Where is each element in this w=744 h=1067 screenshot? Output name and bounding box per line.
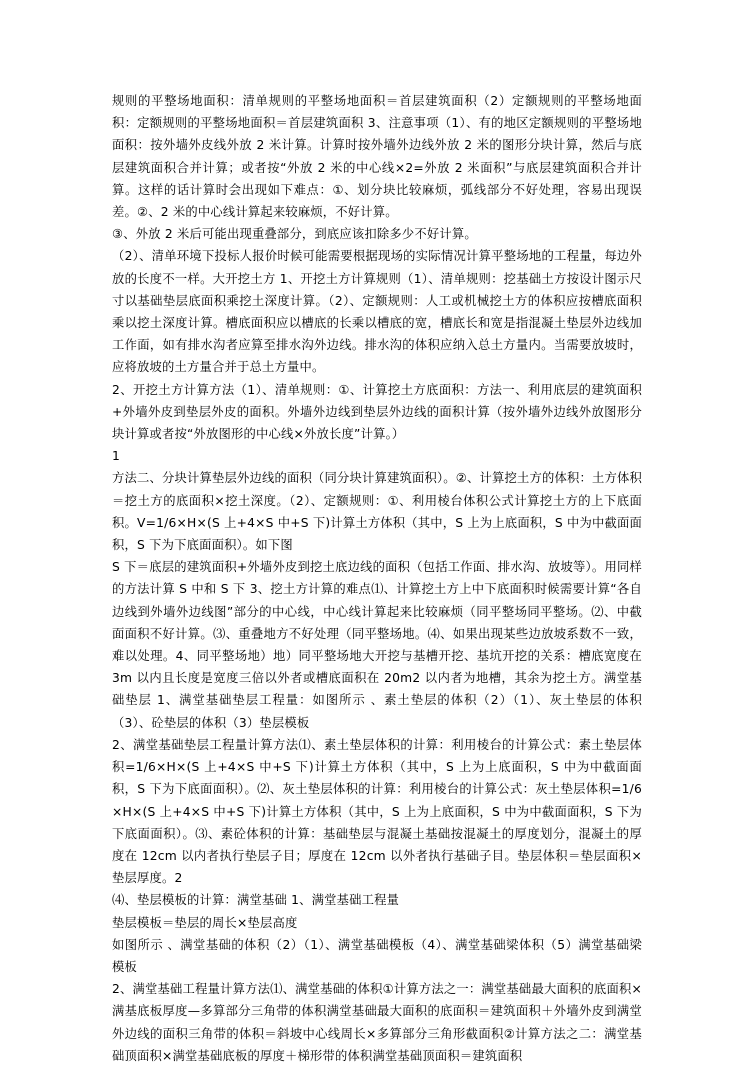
paragraph-excavation-rules: （2）、清单环境下投标人报价时候可能需要根据现场的实际情况计算平整场地的工程量，每边外放的长度不一样。大开挖土方 1、开挖土方计算规则（1）、清单规则：挖基础土方按设计图示尺寸以基础垫层底面积乘挖土深度计算。（2）、定额规则：人工或机械挖土方的体积应按槽底面积乘以挖土深度计算。槽底面积应以槽底的长乘以槽底的宽，槽底长和宽是指混凝土垫层外边线加工作面，如有排水沟者应算至排水沟外边线。排水沟的体积应纳入总土方量内。当需要放坡时，应将放坡的土方量合并于总土方量中。 — [112, 249, 642, 375]
paragraph-method-two: 方法二、分块计算垫层外边线的面积（同分块计算建筑面积）。②、计算挖土方的体积：土方体积＝挖土方的底面积×挖土深度。（2）、定额规则：①、利用棱台体积公式计算挖土方的上下底面积。V=1/6×H×(S 上+4×S 中+S 下)计算土方体积（其中，S 上为上底面积，S 中为中截面面积，S 下为下底面面积）。如下图 — [112, 471, 642, 553]
page-number: 1 — [112, 449, 121, 464]
paragraph-overlap-note: ③、外放 2 米后可能出现重叠部分，到底应该扣除多少不好计算。 — [112, 227, 477, 242]
paragraph-raft-figure: 如图所示 、满堂基础的体积（2）（1）、满堂基础模板（4）、满堂基础梁体积（5）满堂基础梁模板 — [112, 937, 642, 974]
paragraph-difficulties: S 下＝底层的建筑面积+外墙外皮到挖土底边线的面积（包括工作面、排水沟、放坡等）。用同样的方法计算 S 中和 S 下 3、挖土方计算的难点⑴、计算挖土方上中下底面积时候需要计算“各自边线到外墙外边线图”部分的中心线，中心线计算起来比较麻烦（同平整场同平整场。⑵、中截面面积不好计算。⑶、重叠地方不好处理（同平整场地。⑷、如果出现某些边放坡系数不一致，难以处理。4、同平整场地）地）同平整场地大开挖与基槽开挖、基坑开挖的关系：槽底宽度在 3m 以内且长度是宽度三倍以外者或槽底面积在 20m2 以内者为地槽，其余为挖土方。满堂基础垫层 1、满堂基础垫层工程量：如图所示 、素土垫层的体积（2）（1）、灰土垫层的体积（3）、砼垫层的体积（3）垫层模板 — [112, 560, 642, 730]
paragraph-raft-method: 2、满堂基础工程量计算方法⑴、满堂基础的体积①计算方法之一：满堂基础最大面积的底面积×满基底板厚度—多算部分三角带的体积满堂基础最大面积的底面积＝建筑面积＋外墙外皮到满堂外边线的面积三角带的体积＝斜坡中心线周长×多算部分三角形截面积②计算方法之二：满堂基础顶面积×满堂基础底板的厚度＋梯形带的体积满堂基础顶面积＝建筑面积 — [112, 982, 642, 1063]
paragraph-excavation-method: 2、开挖土方计算方法（1）、清单规则：①、计算挖土方底面积：方法一、利用底层的建筑面积+外墙外皮到垫层外皮的面积。外墙外边线到垫层外边线的面积计算（按外墙外边线外放图形分块计算或者按“外放图形的中心线×外放长度”计算。） — [112, 382, 642, 442]
paragraph-formwork-formula: 垫层模板＝垫层的周长×垫层高度 — [112, 915, 298, 930]
paragraph-cushion-method: 2、满堂基础垫层工程量计算方法⑴、素土垫层体积的计算：利用棱台的计算公式：素土垫层体积=1/6×H×(S 上+4×S 中+S 下)计算土方体积（其中，S 上为上底面积，S 中为中截面面积，S 下为下底面面积）。⑵、灰土垫层体积的计算：利用棱台的计算公式：灰土垫层体积=1/6×H×(S 上+4×S 中+S 下)计算土方体积（其中，S 上为上底面积，S 中为中截面面积，S 下为下底面面积）。⑶、素砼体积的计算：基础垫层与混凝土基础按混凝土的厚度划分，混凝土的厚度在 12cm 以内者执行垫层子目；厚度在 12cm 以外者执行基础子目。垫层体积＝垫层面积×垫层厚度。2 — [112, 737, 642, 886]
paragraph-site-leveling: 规则的平整场地面积：清单规则的平整场地面积＝首层建筑面积（2）定额规则的平整场地面积：定额规则的平整场地面积＝首层建筑面积 3、注意事项（1）、有的地区定额规则的平整场地面积：按外墙外皮线外放 2 米计算。计算时按外墙外边线外放 2 米的图形分块计算，然后与底层建筑面积合并计算；或者按“外放 2 米的中心线×2=外放 2 米面积”与底层建筑面积合并计算。这样的话计算时会出现如下难点：①、划分块比较麻烦，弧线部分不好处理，容易出现误差。②、2 米的中心线计算起来较麻烦，不好计算。 — [112, 94, 642, 220]
document-page — [112, 90, 642, 1067]
paragraph-cushion-formwork: ⑷、垫层模板的计算：满堂基础 1、满堂基础工程量 — [112, 893, 400, 908]
